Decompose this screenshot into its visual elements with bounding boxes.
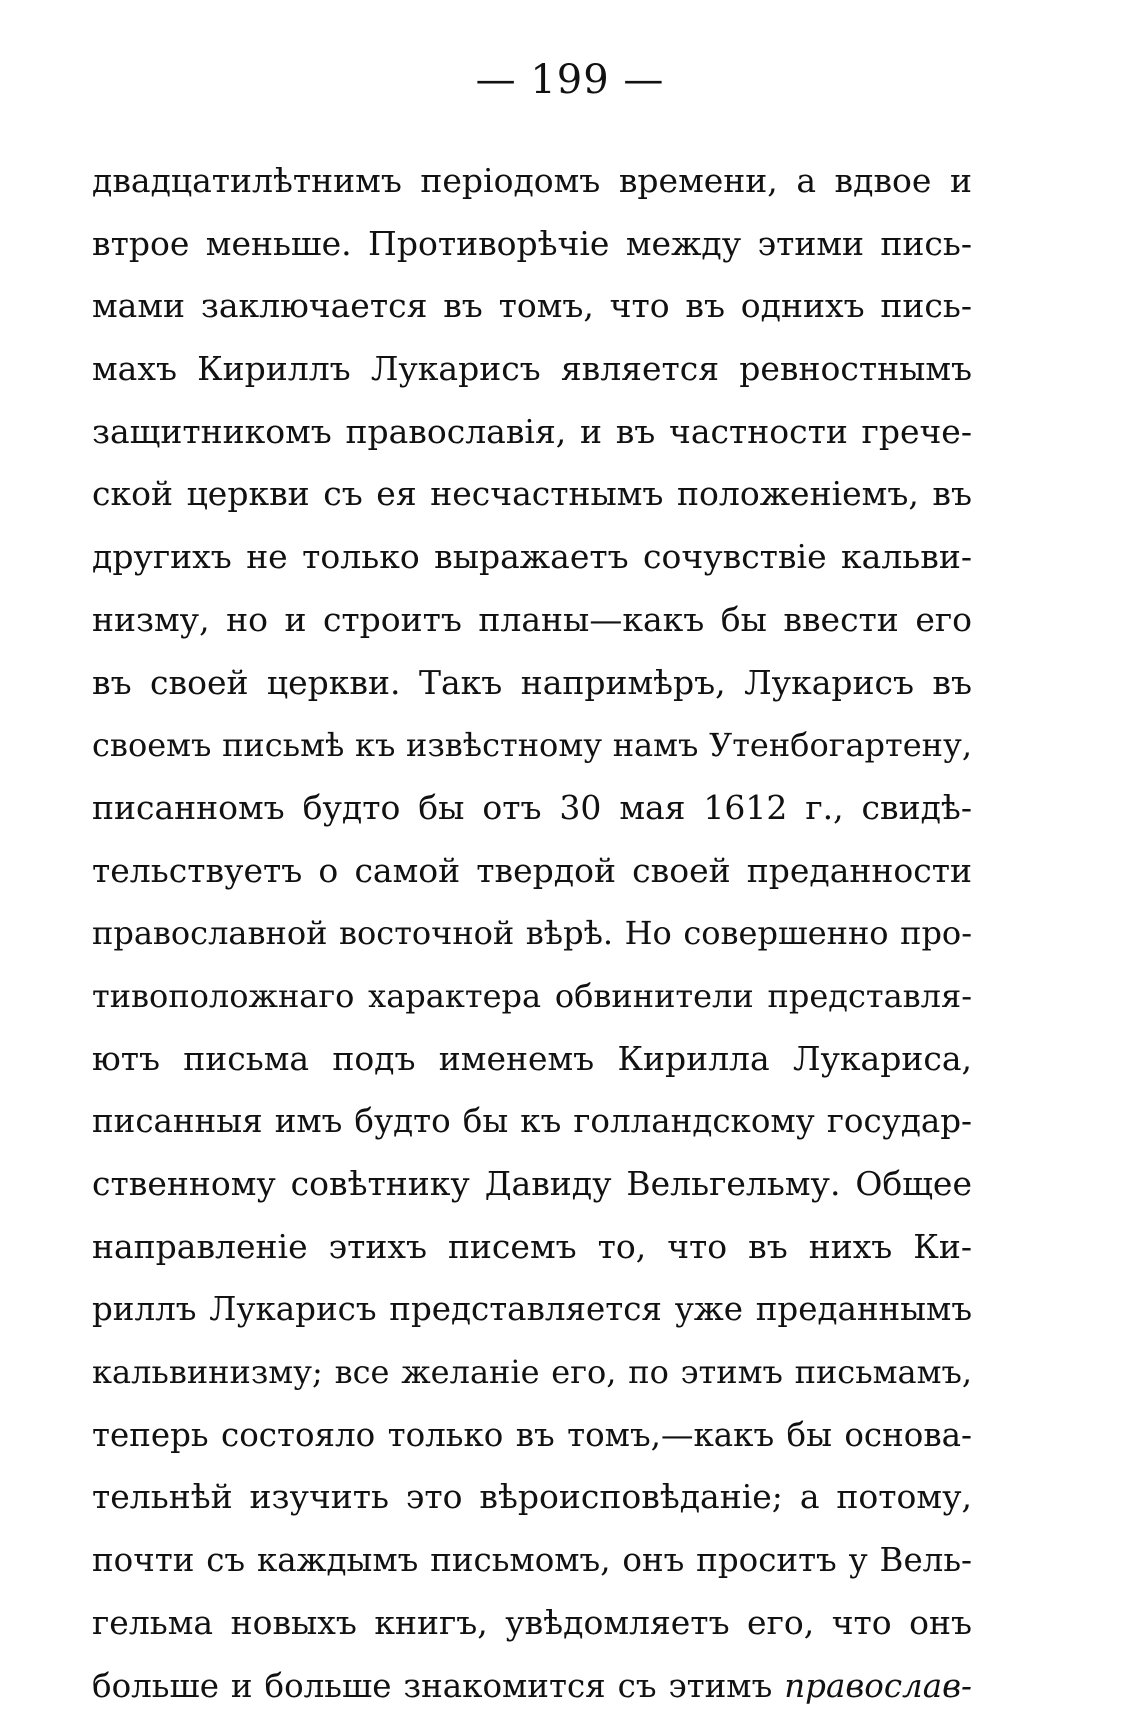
text-line-12: тельствуетъ о самой твердой своей преданности <box>92 840 972 903</box>
italic-word: православ- <box>784 1667 972 1705</box>
text-line-7: другихъ не только выражаетъ сочувствіе кальви- <box>92 526 972 589</box>
text-line-18: направленіе этихъ писемъ то, что въ нихъ Ки- <box>92 1216 972 1279</box>
text-line-3: мами заключается въ томъ, что въ однихъ пись- <box>92 275 972 338</box>
text-line-1: двадцатилѣтнимъ періодомъ времени, а вдвое и <box>92 150 972 213</box>
text-line-2: втрое меньше. Противорѣчіе между этими пись- <box>92 213 972 276</box>
text-line-10: своемъ письмѣ къ извѣстному намъ Утенбогартену, <box>92 714 972 777</box>
text-line-14: тивоположнаго характера обвинители представля- <box>92 965 972 1028</box>
text-line-8: низму, но и строитъ планы—какъ бы ввести его <box>92 589 972 652</box>
text-line-19: риллъ Лукарисъ представляется уже преданнымъ <box>92 1278 972 1341</box>
text-line-23: почти съ каждымъ письмомъ, онъ проситъ у Вель- <box>92 1529 972 1592</box>
text-line-20: кальвинизму; все желаніе его, по этимъ письмамъ, <box>92 1341 972 1404</box>
text-line-22: тельнѣй изучить это вѣроисповѣданіе; а потому, <box>92 1466 972 1529</box>
text-line-15: ютъ письма подъ именемъ Кирилла Лукариса, <box>92 1028 972 1091</box>
text-line-25 <box>92 1655 972 1717</box>
page-number: — 199 — <box>0 56 1140 104</box>
text-line-24: гельма новыхъ книгъ, увѣдомляетъ его, что онъ <box>92 1592 972 1655</box>
text-line-11: писанномъ будто бы отъ 30 мая 1612 г., свидѣ- <box>92 777 972 840</box>
text-line-16: писанныя имъ будто бы къ голландскому государ- <box>92 1090 972 1153</box>
last-line-text: больше и больше знакомится съ этимъ <box>92 1667 772 1705</box>
body-text <box>92 150 972 1717</box>
text-line-17: ственному совѣтнику Давиду Вельгельму. Общее <box>92 1153 972 1216</box>
text-line-13: православной восточной вѣрѣ. Но совершенно про- <box>92 902 972 965</box>
text-line-9: въ своей церкви. Такъ напримѣръ, Лукарисъ въ <box>92 652 972 715</box>
text-line-4: махъ Кириллъ Лукарисъ является ревностнымъ <box>92 338 972 401</box>
text-line-21: теперь состояло только въ томъ,—какъ бы основа- <box>92 1404 972 1467</box>
text-line-6: ской церкви съ ея несчастнымъ положеніемъ, въ <box>92 463 972 526</box>
text-line-5: защитникомъ православія, и въ частности грече- <box>92 401 972 464</box>
